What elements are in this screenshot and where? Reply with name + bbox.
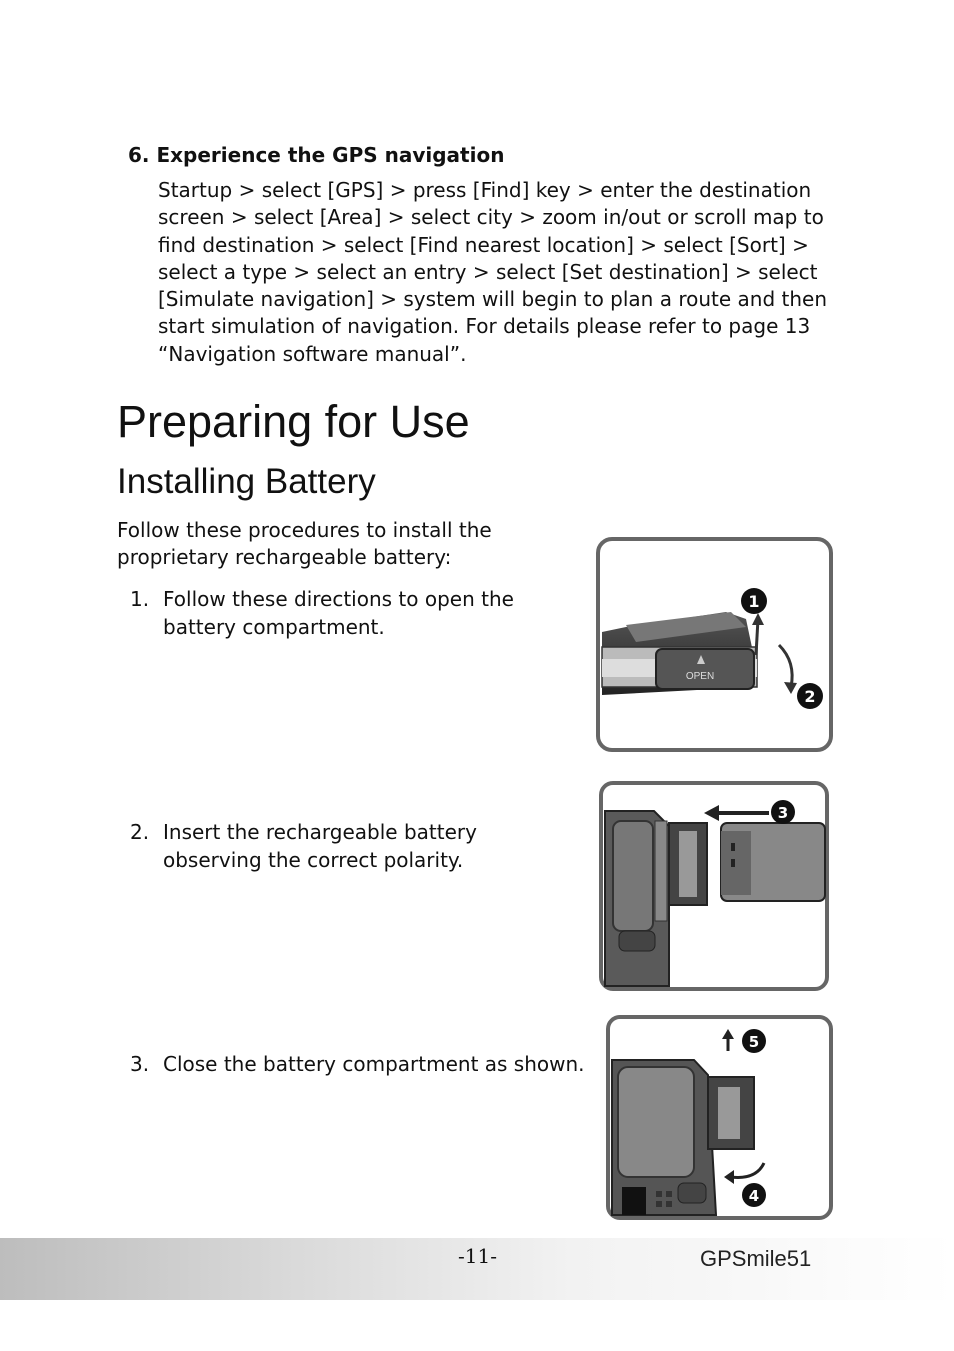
section-heading: Installing Battery [117,462,376,501]
marker-4: 4 [748,1187,760,1205]
figure-insert-battery [599,781,829,992]
step-line: battery compartment. [163,615,385,639]
step-text [163,585,514,641]
open-label: OPEN [685,671,715,682]
page-heading: Preparing for Use [117,396,470,447]
step-1 [130,585,570,645]
step6-line: screen > select [Area] > select city > zoom in/out or scroll map to [158,205,824,230]
step-number: 3. [130,1052,150,1076]
step6-line: Startup > select [GPS] > press [Find] key > enter the destination [158,178,812,202]
page-number: -11- [458,1244,497,1268]
step-line: Insert the rechargeable battery [163,820,477,844]
intro-line: proprietary rechargeable battery: [117,545,452,569]
marker-1: 1 [748,592,760,611]
step6-body [158,177,838,368]
step6-line: start simulation of navigation. For details please refer to page 13 [158,314,811,339]
step-2 [130,818,570,878]
step-text [163,818,477,874]
marker-2: 2 [804,687,816,706]
step-line: Close the battery compartment as shown. [163,1052,585,1076]
marker-5: 5 [748,1033,760,1051]
figure-close-compartment [606,1015,833,1221]
step-number: 2. [130,820,150,844]
step6-line: “Navigation software manual”. [158,341,467,366]
step6-title: 6. Experience the GPS navigation [128,143,505,167]
intro-line: Follow these procedures to install the [117,518,492,542]
product-name: GPSmile51 [700,1246,812,1271]
step-line: observing the correct polarity. [163,848,464,872]
figure-open-compartment [596,537,833,753]
step-text [163,1050,585,1078]
intro-text [117,517,492,571]
step6-line: find destination > select [Find nearest location] > select [Sort] > [158,232,809,257]
step6-line: select a type > select an entry > select [Set destination] > select [158,259,818,284]
step-number: 1. [130,587,150,611]
marker-3: 3 [777,804,789,822]
step-line: Follow these directions to open the [163,587,514,611]
step6-line: [Simulate navigation] > system will begin to plan a route and then [158,287,827,312]
step-3 [130,1050,590,1082]
